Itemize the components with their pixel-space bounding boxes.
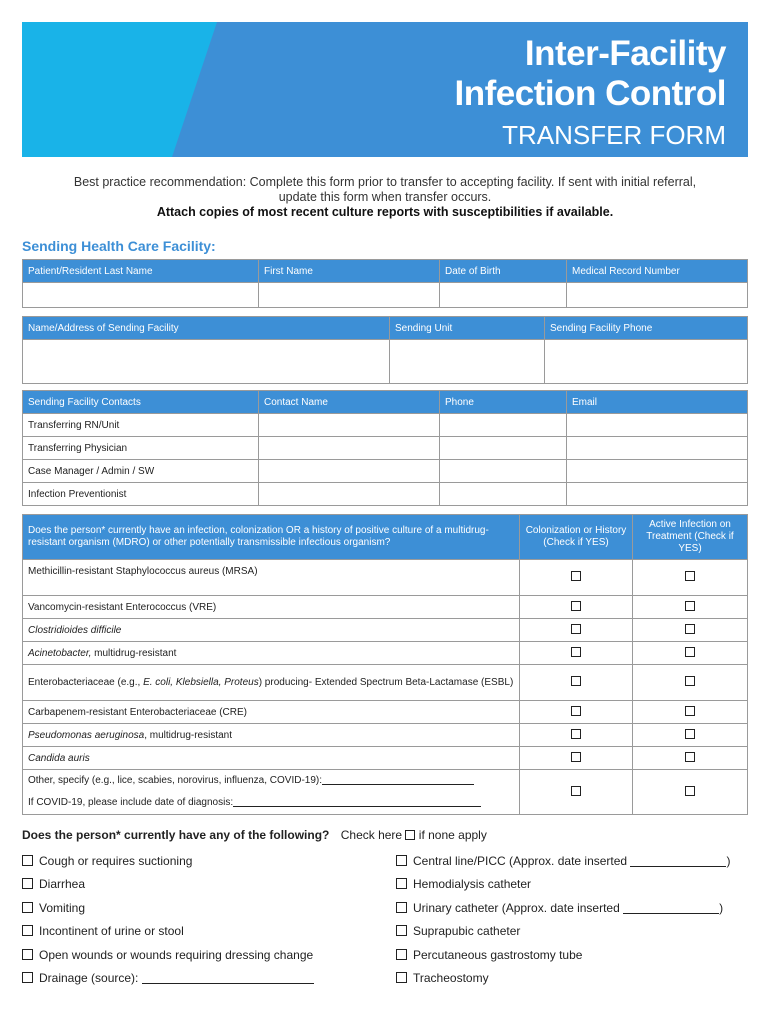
first-name-field[interactable] <box>259 283 440 308</box>
header-banner <box>22 22 748 157</box>
header-contacts: Sending Facility Contacts <box>23 391 259 414</box>
facility-table <box>22 316 748 384</box>
header-last-name: Patient/Resident Last Name <box>23 260 259 283</box>
list-item: Open wounds or wounds requiring dressing change <box>22 945 314 968</box>
checkbox[interactable] <box>571 571 581 581</box>
facility-phone-field[interactable] <box>545 340 748 384</box>
checkbox[interactable] <box>685 786 695 796</box>
checkbox[interactable] <box>571 729 581 739</box>
checkbox[interactable] <box>396 902 407 913</box>
intro-text: Best practice recommendation: Complete this form prior to transfer to accepting facility. If sent with initial referral, update this form when transfer occurs. Attach copies of most recent culture reports with susceptibilities if available. <box>73 175 697 219</box>
mdro-col-active: Active Infection on Treatment (Check if YES) <box>633 515 748 560</box>
checkbox[interactable] <box>571 676 581 686</box>
checkbox[interactable] <box>571 752 581 762</box>
mdro-row-label: Pseudomonas aeruginosa, multidrug-resistant <box>23 724 520 747</box>
mdro-row-label: Methicillin-resistant Staphylococcus aureus (MRSA) <box>23 560 520 596</box>
header-facility-phone: Sending Facility Phone <box>545 317 748 340</box>
list-item: Diarrhea <box>22 874 314 897</box>
checkbox[interactable] <box>22 878 33 889</box>
banner-accent <box>22 22 172 157</box>
checkbox[interactable] <box>396 925 407 936</box>
picc-date-field[interactable] <box>630 866 726 867</box>
header-contact-name: Contact Name <box>259 391 440 414</box>
contact-email-field[interactable] <box>567 460 748 483</box>
checkbox[interactable] <box>396 878 407 889</box>
checkbox[interactable] <box>571 706 581 716</box>
checkbox[interactable] <box>22 972 33 983</box>
mdro-row-label: Enterobacteriaceae (e.g., E. coli, Klebsiella, Proteus) producing- Extended Spectrum Beta-Lactamase (ESBL) <box>23 665 520 701</box>
mdro-row-label: Vancomycin-resistant Enterococcus (VRE) <box>23 596 520 619</box>
mdro-col-colonization: Colonization or History (Check if YES) <box>520 515 633 560</box>
contacts-table <box>22 390 748 506</box>
header-facility-name: Name/Address of Sending Facility <box>23 317 390 340</box>
contact-phone-field[interactable] <box>440 437 567 460</box>
none-apply-checkbox[interactable] <box>405 830 415 840</box>
facility-name-field[interactable] <box>23 340 390 384</box>
checkbox[interactable] <box>396 972 407 983</box>
list-item: Incontinent of urine or stool <box>22 921 314 944</box>
checkbox[interactable] <box>396 855 407 866</box>
checkbox[interactable] <box>22 925 33 936</box>
checkbox[interactable] <box>571 647 581 657</box>
checkbox[interactable] <box>685 624 695 634</box>
list-item: Cough or requires suctioning <box>22 851 314 874</box>
mdro-table <box>22 514 748 815</box>
header-phone: Phone <box>440 391 567 414</box>
contact-email-field[interactable] <box>567 414 748 437</box>
header-dob: Date of Birth <box>440 260 567 283</box>
contact-role: Transferring Physician <box>23 437 259 460</box>
checkbox[interactable] <box>685 752 695 762</box>
mdro-row-label: Candida auris <box>23 747 520 770</box>
checkbox[interactable] <box>685 729 695 739</box>
checkbox[interactable] <box>22 902 33 913</box>
header-sending-unit: Sending Unit <box>390 317 545 340</box>
mdro-row-other: Other, specify (e.g., lice, scabies, norovirus, influenza, COVID-19): If COVID-19, please include date of diagnosis: <box>23 770 520 815</box>
header-first-name: First Name <box>259 260 440 283</box>
checkbox[interactable] <box>571 624 581 634</box>
contact-name-field[interactable] <box>259 437 440 460</box>
covid-date-field[interactable] <box>233 806 481 807</box>
mdro-row-label: Clostridioides difficile <box>23 619 520 642</box>
checkbox[interactable] <box>685 647 695 657</box>
contact-role: Case Manager / Admin / SW <box>23 460 259 483</box>
contact-name-field[interactable] <box>259 460 440 483</box>
patient-table <box>22 259 748 308</box>
last-name-field[interactable] <box>23 283 259 308</box>
contact-email-field[interactable] <box>567 437 748 460</box>
list-item: Urinary catheter (Approx. date inserted ) <box>396 898 730 921</box>
list-item: Percutaneous gastrostomy tube <box>396 945 730 968</box>
checkbox[interactable] <box>22 855 33 866</box>
mrn-field[interactable] <box>567 283 748 308</box>
right-checklist <box>396 851 730 991</box>
form-title: Inter-Facility Infection Control TRANSFER FORM <box>454 34 726 150</box>
checkbox[interactable] <box>571 786 581 796</box>
checkbox[interactable] <box>685 706 695 716</box>
list-item: Suprapubic catheter <box>396 921 730 944</box>
checkbox[interactable] <box>685 601 695 611</box>
list-item: Drainage (source): <box>22 968 314 991</box>
checkbox[interactable] <box>396 949 407 960</box>
dob-field[interactable] <box>440 283 567 308</box>
left-checklist <box>22 851 314 991</box>
devices-question: Does the person* currently have any of the following? Check here if none apply <box>22 828 487 842</box>
contact-name-field[interactable] <box>259 414 440 437</box>
mdro-row-label: Carbapenem-resistant Enterobacteriaceae (CRE) <box>23 701 520 724</box>
contact-phone-field[interactable] <box>440 483 567 506</box>
banner-accent-slant <box>172 22 217 157</box>
drainage-source-field[interactable] <box>142 983 314 984</box>
checkbox[interactable] <box>685 571 695 581</box>
list-item: Central line/PICC (Approx. date inserted ) <box>396 851 730 874</box>
sending-unit-field[interactable] <box>390 340 545 384</box>
contact-phone-field[interactable] <box>440 414 567 437</box>
list-item: Tracheostomy <box>396 968 730 991</box>
list-item: Hemodialysis catheter <box>396 874 730 897</box>
other-specify-field[interactable] <box>322 784 474 785</box>
mdro-question: Does the person* currently have an infection, colonization OR a history of positive culture of a multidrug-resistant organism (MDRO) or other potentially transmissible infectious organism? <box>23 515 520 560</box>
contact-role: Transferring RN/Unit <box>23 414 259 437</box>
list-item: Vomiting <box>22 898 314 921</box>
checkbox[interactable] <box>685 676 695 686</box>
checkbox[interactable] <box>22 949 33 960</box>
mdro-row-label: Acinetobacter, multidrug-resistant <box>23 642 520 665</box>
contact-email-field[interactable] <box>567 483 748 506</box>
urinary-date-field[interactable] <box>623 913 719 914</box>
header-mrn: Medical Record Number <box>567 260 748 283</box>
checkbox[interactable] <box>571 601 581 611</box>
header-email: Email <box>567 391 748 414</box>
contact-role: Infection Preventionist <box>23 483 259 506</box>
section-title: Sending Health Care Facility: <box>22 238 216 254</box>
contact-name-field[interactable] <box>259 483 440 506</box>
contact-phone-field[interactable] <box>440 460 567 483</box>
